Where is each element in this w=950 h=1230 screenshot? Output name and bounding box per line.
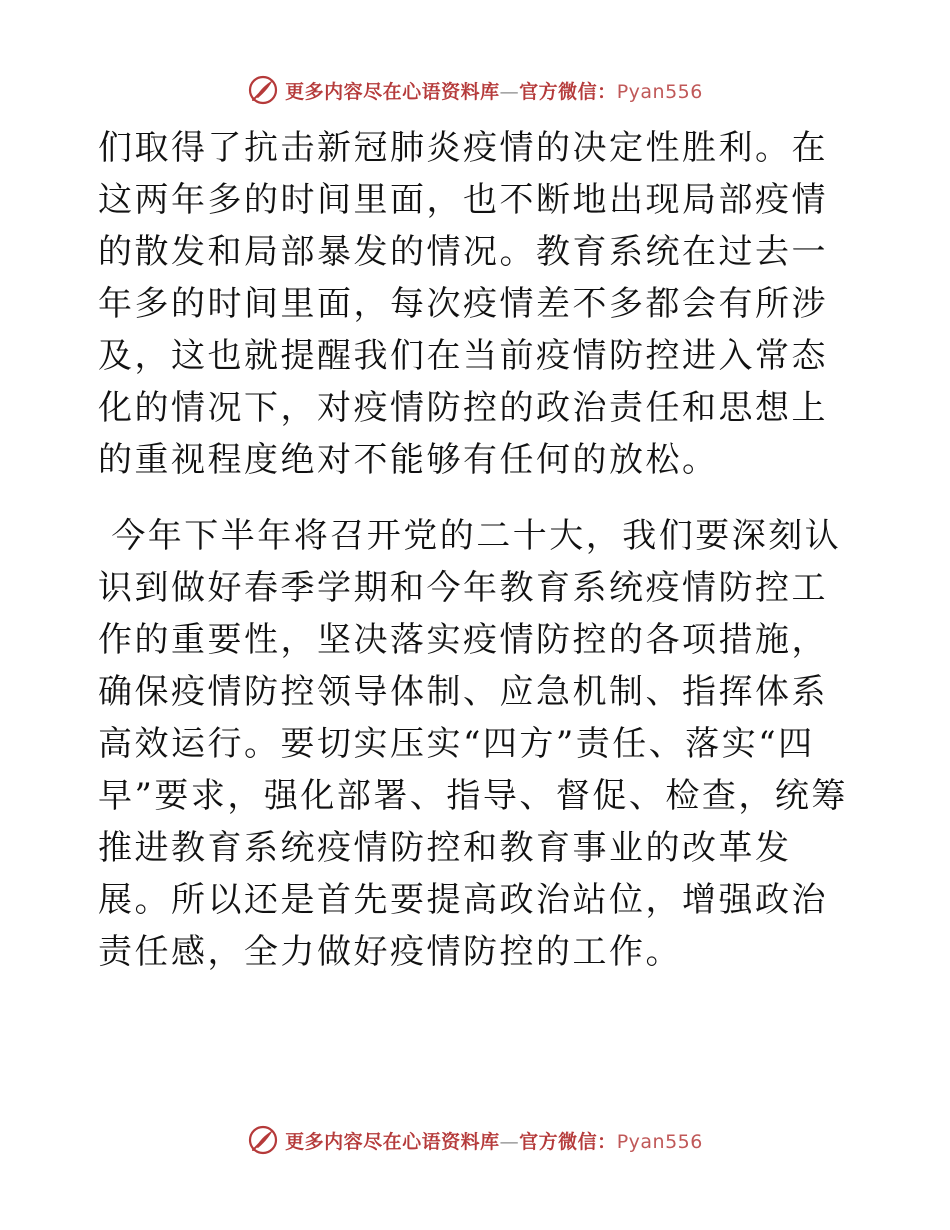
watermark-wechat-id: Pyan556 bbox=[616, 80, 703, 103]
watermark-wechat-id: Pyan556 bbox=[616, 1130, 703, 1153]
paragraph-2: 今年下半年将召开党的二十大，我们要深刻认识到做好春季学期和今年教育系统疫情防控工作的重要性，坚决落实疫情防控的各项措施，确保疫情防控领导体制、应急机制、指挥体系高效运行。要切实压实“四方”责任、落实“四早”要求，强化部署、指导、督促、检查，统筹推进教育系统疫情防控和教育事业的改革发展。所以还是首先要提高政治站位，增强政治责任感，全力做好疫情防控的工作。 bbox=[98, 516, 848, 972]
quill-logo-icon bbox=[247, 1124, 279, 1156]
watermark-separator: — bbox=[499, 1130, 520, 1153]
watermark-text bbox=[285, 77, 703, 104]
watermark-separator: — bbox=[499, 80, 520, 103]
watermark-wechat-label: 官方微信： bbox=[519, 80, 617, 103]
paragraph-1: 们取得了抗击新冠肺炎疫情的决定性胜利。在这两年多的时间里面，也不断地出现局部疫情的散发和局部暴发的情况。教育系统在过去一年多的时间里面，每次疫情差不多都会有所涉及，这也就提醒我们在当前疫情防控进入常态化的情况下，对疫情防控的政治责任和思想上的重视程度绝对不能够有任何的放松。 bbox=[98, 128, 828, 480]
document-body bbox=[98, 122, 850, 978]
header-watermark bbox=[0, 72, 950, 108]
watermark-brand: 更多内容尽在心语资料库 bbox=[285, 80, 500, 103]
footer-watermark bbox=[0, 1122, 950, 1158]
quill-logo-icon bbox=[247, 74, 279, 106]
watermark-brand: 更多内容尽在心语资料库 bbox=[285, 1130, 500, 1153]
watermark-wechat-label: 官方微信： bbox=[519, 1130, 617, 1153]
watermark-text bbox=[285, 1127, 703, 1154]
